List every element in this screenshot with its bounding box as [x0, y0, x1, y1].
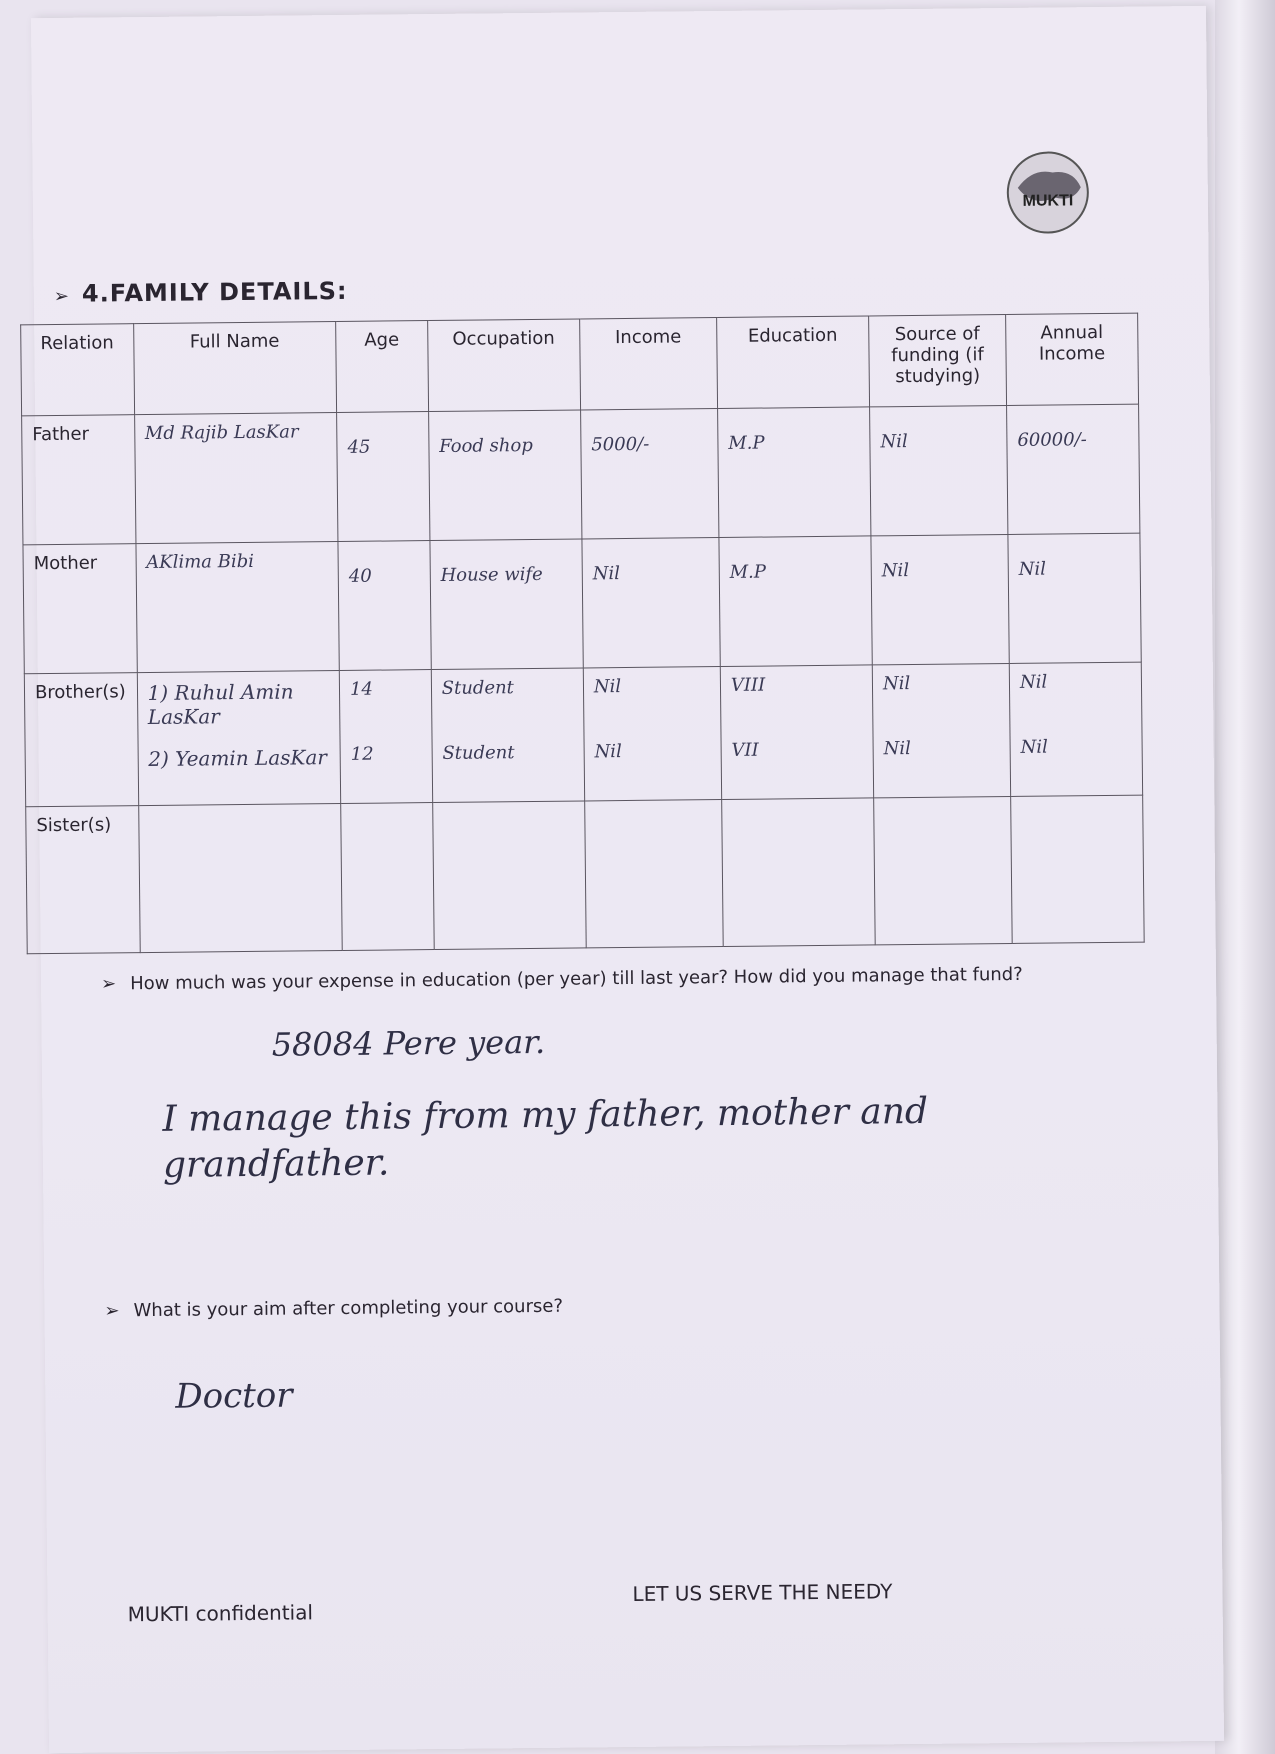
- occupation-cell: Food shop: [428, 410, 581, 541]
- table-row: [23, 533, 1141, 674]
- question-expense: [101, 957, 1101, 1001]
- income-cell: 5000/-: [580, 409, 718, 539]
- annual-income-cell: [1009, 662, 1142, 796]
- header-education: Education: [716, 316, 869, 409]
- header-age: Age: [336, 321, 429, 413]
- relation-cell: Sister(s): [26, 806, 140, 954]
- education-cell: [720, 665, 874, 800]
- annual-income-cell: [1011, 795, 1145, 943]
- full-name-cell: [138, 803, 342, 952]
- header-full-name: Full Name: [133, 322, 336, 415]
- header-occupation: Occupation: [427, 319, 580, 412]
- mukti-logo: [1002, 147, 1093, 238]
- header-relation: Relation: [21, 324, 135, 416]
- brother-1-occupation: Student: [441, 677, 514, 699]
- age-cell: 45: [337, 412, 430, 542]
- answer-expense-amount: 58084 Pere year.: [271, 1022, 546, 1064]
- brother-2-annual: Nil: [1020, 736, 1048, 758]
- annual-income-cell: 60000/-: [1007, 404, 1140, 534]
- occupation-cell: House wife: [430, 539, 583, 670]
- brother-1-income: Nil: [593, 676, 622, 698]
- table-header-row: [21, 313, 1139, 416]
- full-name-cell: [137, 671, 341, 806]
- education-cell: M.P: [719, 536, 872, 667]
- footer-tagline: LET US SERVE THE NEEDY: [632, 1579, 893, 1606]
- annual-income-cell: Nil: [1008, 533, 1141, 663]
- arrow-bullet-icon: ➢: [104, 1300, 120, 1322]
- source-cell: [874, 796, 1013, 944]
- brother-2-age: 12: [350, 743, 374, 765]
- brother-2-income: Nil: [594, 741, 622, 763]
- relation-cell: Father: [22, 415, 136, 545]
- occupation-cell: [431, 668, 585, 803]
- brother-2-education: VII: [731, 739, 759, 761]
- header-annual-income: Annual Income: [1006, 313, 1139, 405]
- occupation-cell: [432, 801, 586, 950]
- source-cell: Nil: [871, 534, 1009, 664]
- relation-cell: Mother: [23, 544, 137, 674]
- paper-stack-edge: [1215, 0, 1275, 1754]
- header-source-of-funding: Source of funding (if studying): [869, 315, 1007, 407]
- brother-1-name: 1) Ruhul Amin LasKar: [147, 679, 294, 730]
- income-cell: Nil: [582, 538, 720, 668]
- education-cell: [722, 798, 876, 947]
- table-row: [26, 795, 1144, 954]
- income-cell: [585, 800, 724, 948]
- table-row: [22, 404, 1140, 545]
- age-cell: [339, 670, 432, 804]
- brother-1-age: 14: [349, 678, 374, 700]
- brother-2-occupation: Student: [442, 742, 515, 764]
- question-expense-text: How much was your expense in education (per year) till last year? How did you manage that fund?: [130, 963, 1023, 995]
- section-title-text: 4.FAMILY DETAILS:: [81, 276, 348, 308]
- education-cell: M.P: [717, 407, 870, 538]
- header-income: Income: [579, 318, 717, 410]
- source-cell: [872, 663, 1010, 797]
- full-name-cell: Md Rajib LasKar: [134, 413, 338, 544]
- brother-1-education: VIII: [730, 674, 766, 696]
- age-cell: 40: [338, 541, 431, 671]
- age-cell: [341, 803, 434, 951]
- family-details-table: [20, 313, 1145, 955]
- arrow-bullet-icon: ➢: [100, 973, 117, 995]
- question-aim-text: What is your aim after completing your course?: [133, 1295, 564, 1322]
- question-aim: [104, 1296, 563, 1322]
- full-name-cell: AKlima Bibi: [136, 542, 340, 673]
- source-cell: Nil: [870, 406, 1008, 536]
- section-title: [54, 277, 348, 308]
- table-row: [24, 662, 1142, 807]
- answer-expense-source: I manage this from my father, mother and grandfather.: [162, 1090, 929, 1186]
- answer-aim: Doctor: [175, 1375, 293, 1417]
- footer-confidential: MUKTI confidential: [127, 1600, 314, 1627]
- brother-2-source: Nil: [883, 738, 911, 760]
- brother-1-source: Nil: [882, 673, 911, 695]
- arrow-bullet-icon: ➢: [53, 285, 71, 307]
- relation-cell: Brother(s): [24, 673, 138, 807]
- income-cell: [583, 667, 721, 801]
- brother-1-annual: Nil: [1019, 671, 1048, 693]
- svg-text:MUKTI: MUKTI: [1022, 192, 1074, 210]
- brother-2-name: 2) Yeamin LasKar: [148, 745, 327, 772]
- form-page: [31, 6, 1224, 1753]
